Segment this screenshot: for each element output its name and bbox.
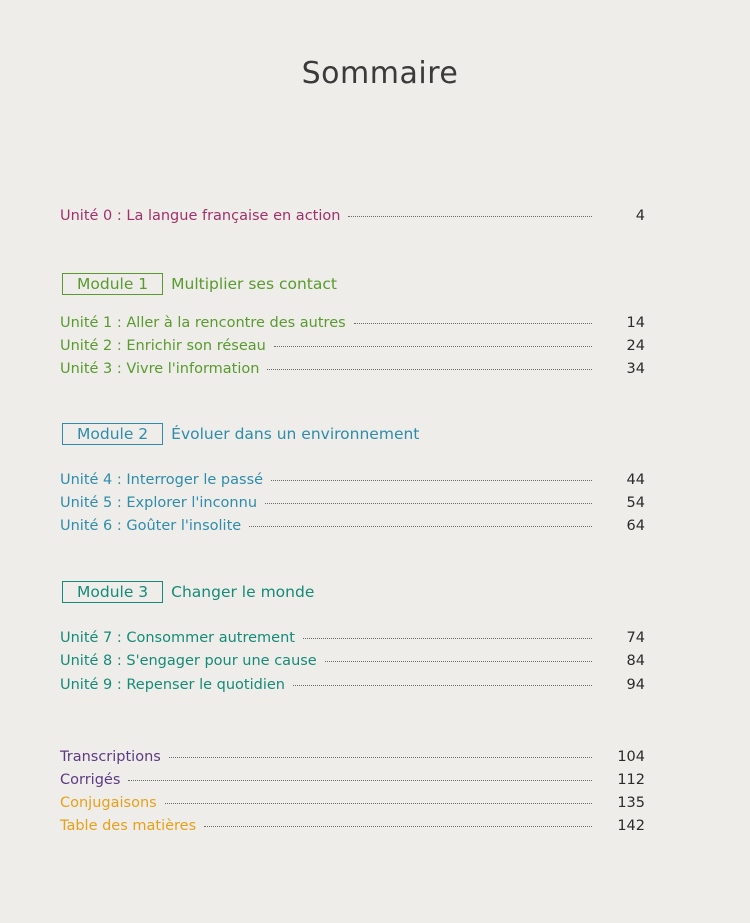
dot-leader — [265, 502, 592, 504]
entry-label: Unité 8 : S'engager pour une cause — [60, 653, 317, 669]
entry-label: Conjugaisons — [60, 795, 157, 811]
entry-label: Unité 5 : Explorer l'inconnu — [60, 495, 258, 511]
toc-entry-transcriptions[interactable] — [60, 749, 645, 771]
entry-label: Unité 9 : Repenser le quotidien — [60, 677, 285, 693]
entry-label: Unité 0 : La langue française en action — [60, 208, 341, 224]
entry-label: Corrigés — [60, 772, 121, 788]
entry-label: Transcriptions — [60, 749, 161, 765]
dot-leader — [303, 637, 592, 639]
dot-leader — [204, 825, 592, 827]
entry-label: Unité 2 : Enrichir son réseau — [60, 338, 266, 354]
toc-entry-unit-8[interactable] — [60, 653, 645, 675]
page-number: 34 — [626, 361, 645, 377]
module-title: Changer le monde — [171, 583, 315, 601]
toc-entry-unit-1[interactable] — [60, 315, 645, 337]
page-number: 84 — [626, 653, 645, 669]
page-number: 14 — [626, 315, 645, 331]
page-number: 4 — [635, 208, 645, 224]
module-title: Multiplier ses contact — [171, 275, 337, 293]
page-number: 64 — [626, 518, 645, 534]
page-title: Sommaire — [301, 56, 459, 91]
module-title: Évoluer dans un environnement — [171, 425, 420, 443]
toc-entry-unit-4[interactable] — [60, 472, 645, 494]
page-number: 94 — [626, 677, 645, 693]
module-label-box: Module 2 — [62, 423, 163, 445]
dot-leader — [165, 802, 592, 804]
page-number: 135 — [617, 795, 645, 811]
entry-label: Table des matières — [60, 818, 197, 834]
toc-entry-table-des-matieres[interactable] — [60, 818, 645, 840]
dot-leader — [354, 322, 592, 324]
entry-label: Unité 1 : Aller à la rencontre des autres — [60, 315, 346, 331]
toc-entry-unit-3[interactable] — [60, 361, 645, 383]
module-2-heading — [62, 422, 419, 446]
dot-leader — [293, 684, 592, 686]
page-number: 142 — [617, 818, 645, 834]
module-1-heading — [62, 272, 337, 296]
toc-entry-conjugaisons[interactable] — [60, 795, 645, 817]
toc-entry-unit-7[interactable] — [60, 630, 645, 652]
module-label-box: Module 1 — [62, 273, 163, 295]
toc-entry-unit-6[interactable] — [60, 518, 645, 540]
entry-label: Unité 7 : Consommer autrement — [60, 630, 295, 646]
page-number: 44 — [626, 472, 645, 488]
page-number: 104 — [617, 749, 645, 765]
dot-leader — [267, 368, 592, 370]
dot-leader — [325, 660, 592, 662]
toc-entry-corriges[interactable] — [60, 772, 645, 794]
dot-leader — [271, 479, 592, 481]
toc-entry-unit-5[interactable] — [60, 495, 645, 517]
module-3-heading — [62, 580, 314, 604]
dot-leader — [348, 215, 592, 217]
toc-entry-unit-0[interactable] — [60, 208, 645, 230]
page-number: 112 — [617, 772, 645, 788]
page-number: 74 — [626, 630, 645, 646]
dot-leader — [128, 779, 592, 781]
dot-leader — [169, 756, 592, 758]
entry-label: Unité 4 : Interroger le passé — [60, 472, 264, 488]
page-number: 54 — [626, 495, 645, 511]
toc-entry-unit-9[interactable] — [60, 677, 645, 699]
page-number: 24 — [626, 338, 645, 354]
entry-label: Unité 6 : Goûter l'insolite — [60, 518, 242, 534]
dot-leader — [249, 525, 592, 527]
entry-label: Unité 3 : Vivre l'information — [60, 361, 260, 377]
module-label-box: Module 3 — [62, 581, 163, 603]
toc-entry-unit-2[interactable] — [60, 338, 645, 360]
dot-leader — [274, 345, 592, 347]
